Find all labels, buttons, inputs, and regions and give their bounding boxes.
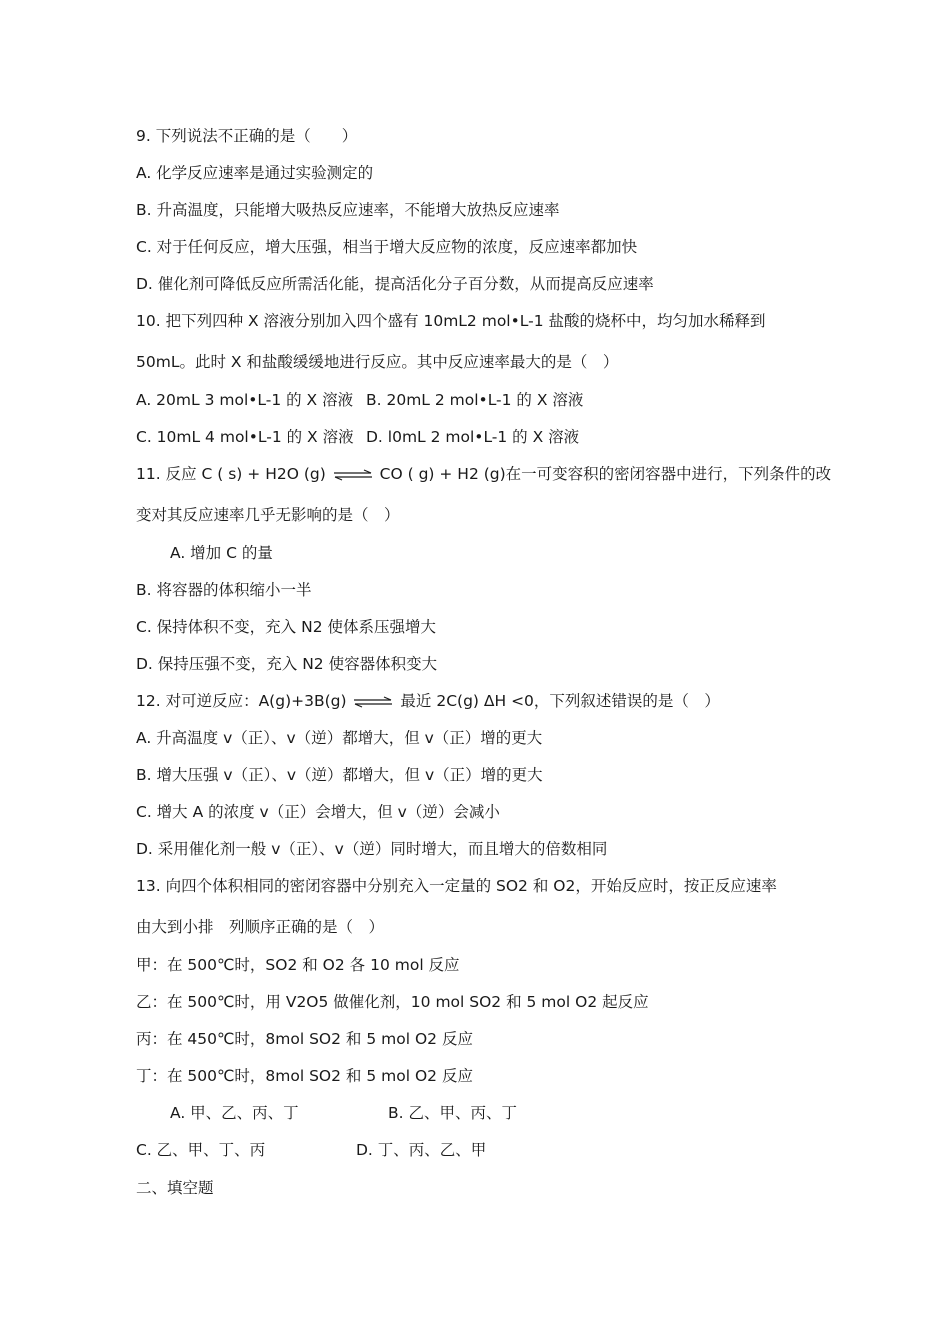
q11-stem-line-1 [136,464,831,484]
q10-option-a: A. 20mL 3 mol•L-1 的 X 溶液 [136,391,354,409]
q12-option-c: C. 增大 A 的浓度 v（正）会增大，但 v（逆）会减小 [136,803,500,821]
q13-option-d: D. 丁、丙、乙、甲 [356,1141,487,1159]
q10-option-b: B. 20mL 2 mol•L-1 的 X 溶液 [366,391,584,409]
q13-option-b: B. 乙、甲、丙、丁 [388,1104,517,1122]
q11-option-b: B. 将容器的体积缩小一半 [136,581,312,599]
q13-option-a: A. 甲、乙、丙、丁 [170,1104,299,1122]
q9-option-b: B. 升高温度，只能增大吸热反应速率，不能增大放热反应速率 [136,201,560,219]
q12-stem [136,691,720,711]
q13-option-c: C. 乙、甲、丁、丙 [136,1141,266,1159]
q10-option-c: C. 10mL 4 mol•L-1 的 X 溶液 [136,428,354,446]
q11-stem-left: 11. 反应 C ( s) + H2O (g) [136,465,326,483]
section-heading: 二、填空题 [136,1179,214,1197]
q9-option-a: A. 化学反应速率是通过实验测定的 [136,164,374,182]
q13-condition-yi: 乙：在 500℃时，用 V2O5 做催化剂，10 mol SO2 和 5 mol O2 起反应 [136,993,649,1011]
q12-stem-left: 12. 对可逆反应：A(g)+3B(g) [136,692,347,710]
q10-stem-line-1: 10. 把下列四种 X 溶液分别加入四个盛有 10mL2 mol•L-1 盐酸的烧杯中，均匀加水稀释到 [136,312,766,330]
q11-stem-right: CO ( g) + H2 (g)在一可变容积的密闭容器中进行，下列条件的改 [379,465,832,483]
q9-option-d: D. 催化剂可降低反应所需活化能，提高活化分子百分数，从而提高反应速率 [136,275,654,293]
equilibrium-arrow-icon [333,469,373,481]
q13-stem-line-2: 由大到小排 列顺序正确的是（ ） [136,918,385,936]
q11-stem-line-2: 变对其反应速率几乎无影响的是（ ） [136,506,400,524]
q13-condition-ding: 丁：在 500℃时，8mol SO2 和 5 mol O2 反应 [136,1067,473,1085]
q12-stem-right: 最近 2C(g) ΔH <0，下列叙述错误的是（ ） [400,692,720,710]
q13-condition-bing: 丙：在 450℃时，8mol SO2 和 5 mol O2 反应 [136,1030,473,1048]
q9-option-c: C. 对于任何反应，增大压强，相当于增大反应物的浓度，反应速率都加快 [136,238,638,256]
q12-option-b: B. 增大压强 v（正）、v（逆）都增大，但 v（正）增的更大 [136,766,543,784]
q11-option-a: A. 增加 C 的量 [170,544,273,562]
q11-option-c: C. 保持体积不变，充入 N2 使体系压强增大 [136,618,436,636]
q10-stem-line-2: 50mL。此时 X 和盐酸缓缓地进行反应。其中反应速率最大的是（ ） [136,353,619,371]
q13-condition-jia: 甲：在 500℃时，SO2 和 O2 各 10 mol 反应 [136,956,460,974]
q9-stem: 9. 下列说法不正确的是（ ） [136,127,358,145]
q10-option-d: D. l0mL 2 mol•L-1 的 X 溶液 [366,428,580,446]
q12-option-d: D. 采用催化剂一般 v（正）、v（逆）同时增大，而且增大的倍数相同 [136,840,608,858]
equilibrium-arrow-icon [353,696,393,708]
q11-option-d: D. 保持压强不变，充入 N2 使容器体积变大 [136,655,438,673]
q13-stem-line-1: 13. 向四个体积相同的密闭容器中分别充入一定量的 SO2 和 O2，开始反应时，按正反应速率 [136,877,777,895]
q12-option-a: A. 升高温度 v（正）、v（逆）都增大，但 v（正）增的更大 [136,729,543,747]
